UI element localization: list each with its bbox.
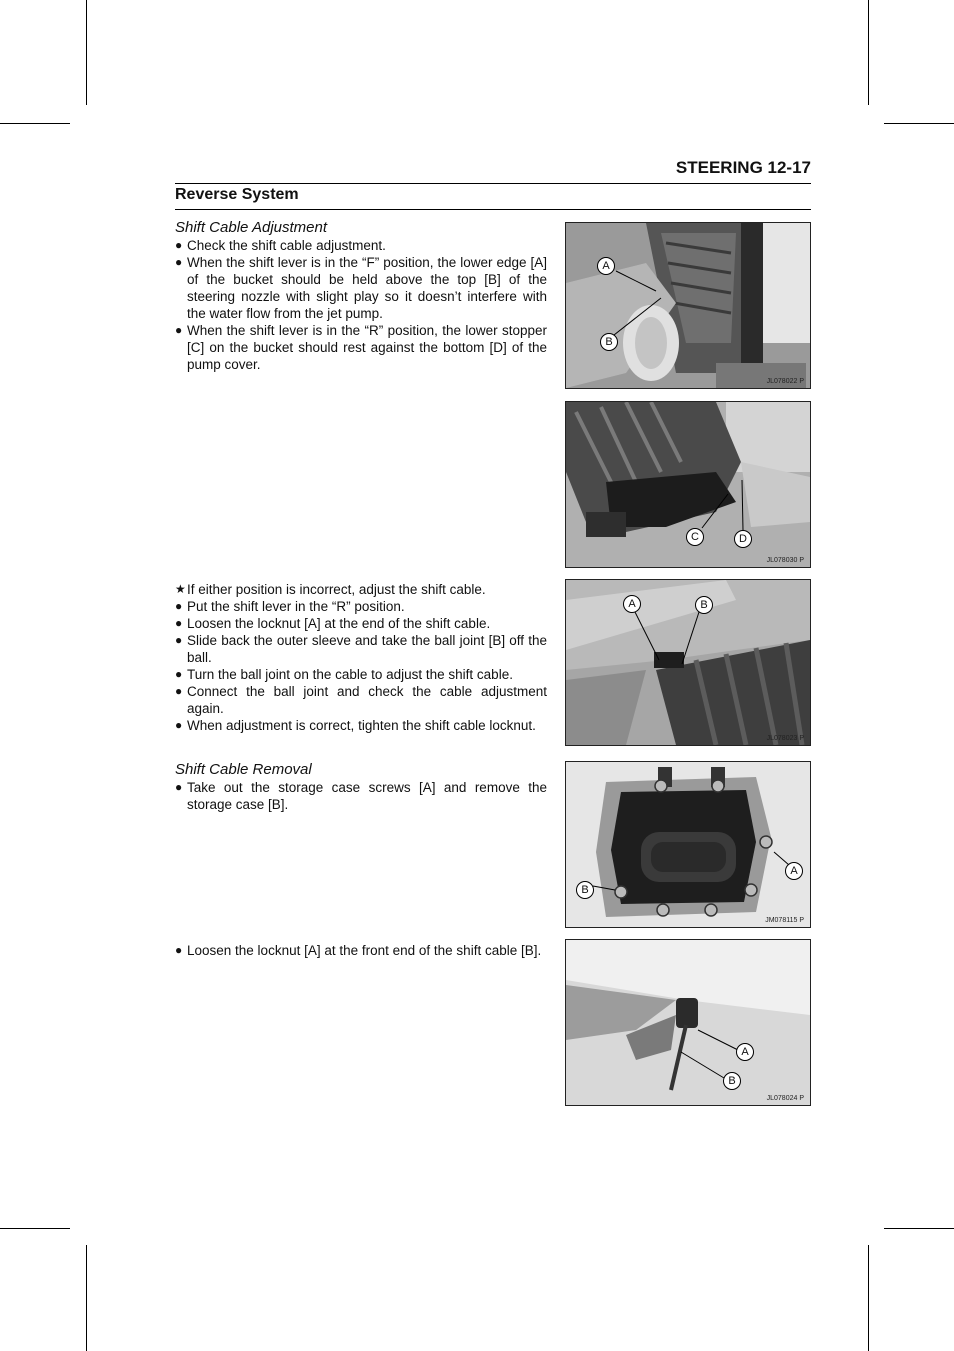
section-header — [175, 185, 811, 210]
crop-mark — [86, 1245, 87, 1351]
section-title: Reverse System — [175, 186, 299, 203]
photo-code: JM078115 P — [765, 917, 804, 924]
bullet: ● — [175, 667, 183, 681]
crop-mark — [0, 123, 70, 124]
list-item: ● When adjustment is correct, tighten the shift cable locknut. — [175, 718, 536, 733]
photo-bucket-reverse — [565, 401, 811, 568]
list-item: ● When the shift lever is in the “F” position, the lower edge [A] of the bucket should be held above the top [B] of the steering nozzle with slight play so it doesn’t interfere with the water flow from the jet pump. — [175, 255, 547, 321]
bullet: ● — [175, 684, 183, 698]
subsection-heading: Shift Cable Adjustment — [175, 219, 328, 236]
adjustment-steps — [175, 581, 547, 734]
photo-ball-joint — [565, 579, 811, 746]
crop-mark — [0, 1228, 70, 1229]
removal-list — [175, 779, 547, 813]
crop-mark — [884, 1228, 954, 1229]
bullet: ● — [175, 238, 183, 252]
star-icon: ★ — [175, 582, 186, 596]
photo-shift-cable-front — [565, 939, 811, 1106]
list-item: ● Turn the ball joint on the cable to adjust the shift cable. — [175, 667, 513, 682]
bullet: ● — [175, 780, 183, 794]
bullet: ● — [175, 323, 183, 337]
callout-label: B — [600, 333, 618, 351]
bullet: ● — [175, 616, 183, 630]
photo-storage-case — [565, 761, 811, 928]
callout-label: C — [686, 528, 704, 546]
callout-label: A — [736, 1043, 754, 1061]
callout-label: A — [623, 595, 641, 613]
bullet: ● — [175, 718, 183, 732]
list-item: ● When the shift lever is in the “R” position, the lower stopper [C] on the bucket should rest against the bottom [D] of the pump cover. — [175, 323, 547, 372]
bullet: ● — [175, 255, 183, 269]
list-item: ● Slide back the outer sleeve and take the ball joint [B] off the ball. — [175, 633, 547, 665]
list-item: ● Put the shift lever in the “R” position. — [175, 599, 405, 614]
list-item: ● Check the shift cable adjustment. — [175, 238, 386, 253]
note-item: ★ If either position is incorrect, adjust the shift cable. — [175, 582, 486, 597]
adjustment-list — [175, 237, 547, 373]
callout-label: D — [734, 530, 752, 548]
page-header — [175, 157, 811, 184]
page-title: STEERING 12-17 — [675, 158, 811, 177]
bullet: ● — [175, 599, 183, 613]
callout-label: A — [785, 862, 803, 880]
crop-mark — [868, 1245, 869, 1351]
list-item: ● Loosen the locknut [A] at the front end of the shift cable [B]. — [175, 943, 542, 958]
bullet: ● — [175, 633, 183, 647]
crop-mark — [86, 0, 87, 105]
removal-list-2 — [175, 942, 547, 959]
callout-label: B — [723, 1072, 741, 1090]
photo-code: JL078024 P — [766, 1095, 804, 1102]
callout-label: A — [597, 257, 615, 275]
crop-mark — [868, 0, 869, 105]
list-item: ● Take out the storage case screws [A] and remove the storage case [B]. — [175, 780, 547, 812]
photo-code: JL078023 P — [766, 735, 804, 742]
subsection-heading: Shift Cable Removal — [175, 761, 312, 778]
crop-mark — [884, 123, 954, 124]
photo-bucket-forward — [565, 222, 811, 389]
bullet: ● — [175, 943, 183, 957]
photo-code: JL078030 P — [766, 557, 804, 564]
callout-label: B — [576, 881, 594, 899]
callout-label: B — [695, 596, 713, 614]
photo-code: JL078022 P — [766, 378, 804, 385]
list-item: ● Connect the ball joint and check the cable adjustment again. — [175, 684, 547, 716]
list-item: ● Loosen the locknut [A] at the end of the shift cable. — [175, 616, 491, 631]
